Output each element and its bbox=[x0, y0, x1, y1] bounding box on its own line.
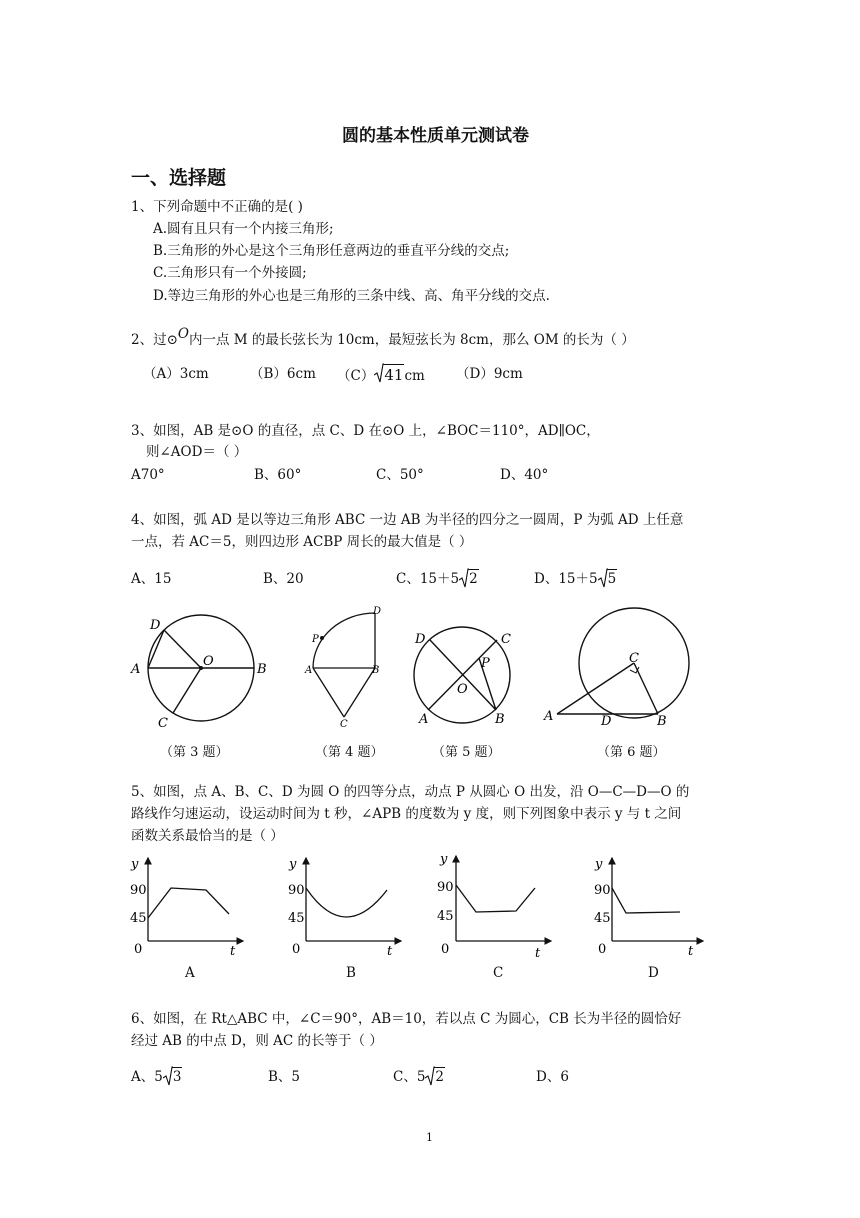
q4-option-a: A、15 bbox=[131, 571, 172, 587]
fig5-label-p: P bbox=[481, 656, 490, 671]
q2-o-symbol: O bbox=[177, 326, 189, 342]
graph-b-zero: 0 bbox=[292, 942, 301, 957]
graph-a-90: 90 bbox=[130, 883, 147, 898]
q4-option-d bbox=[534, 573, 617, 587]
figure-3-caption: （第 3 题） bbox=[160, 745, 229, 760]
fig4-label-p: P bbox=[312, 634, 319, 645]
q2-option-b: （B）6cm bbox=[250, 366, 316, 382]
sqrt-5: 5 bbox=[598, 573, 618, 587]
q6-stem2: 经过 AB 的中点 D，则 AC 的长等于（ ） bbox=[131, 1033, 383, 1049]
section-heading: 一、选择题 bbox=[131, 167, 227, 189]
radical-icon bbox=[374, 363, 384, 385]
graph-c-t-label: t bbox=[535, 946, 541, 961]
q1-option-b: B.三角形的外心是这个三角形任意两边的垂直平分线的交点; bbox=[153, 243, 510, 259]
fig3-label-b: B bbox=[257, 662, 267, 677]
graph-d-90: 90 bbox=[594, 883, 611, 898]
fig6-label-d: D bbox=[601, 714, 612, 729]
graph-b-90: 90 bbox=[288, 883, 305, 898]
graph-c-90: 90 bbox=[437, 880, 454, 895]
figure-4 bbox=[304, 606, 381, 730]
graph-d-45: 45 bbox=[594, 911, 611, 926]
q4-option-b: B、20 bbox=[263, 571, 304, 587]
sqrt-2: 2 bbox=[459, 573, 479, 587]
q2-stem-a: 2、过⊙ bbox=[131, 332, 178, 348]
graph-a-zero: 0 bbox=[134, 942, 143, 957]
graph-c-caption: C bbox=[493, 965, 504, 981]
radical-icon bbox=[598, 568, 608, 590]
sqrt-3: 3 bbox=[163, 1071, 183, 1085]
q2-stem bbox=[131, 326, 635, 348]
fig3-label-c: C bbox=[158, 716, 168, 731]
q4-stem: 4、如图，弧 AD 是以等边三角形 ABC 一边 AB 为半径的四分之一圆周，P 为弧 AD 上任意 bbox=[131, 512, 684, 528]
q6-option-c-prefix: C、5 bbox=[393, 1069, 426, 1085]
q2-option-a: （A）3cm bbox=[143, 366, 209, 382]
q3-option-b: B、60° bbox=[254, 467, 302, 483]
q6-option-b: B、5 bbox=[268, 1069, 301, 1085]
q2-option-c-unit: cm bbox=[404, 368, 425, 384]
fig4-label-d: D bbox=[373, 606, 382, 617]
q3-stem2: 则∠AOD＝（ ） bbox=[146, 444, 248, 460]
graph-c-zero: 0 bbox=[441, 942, 450, 957]
graph-d bbox=[594, 857, 703, 959]
q4-stem2: 一点，若 AC＝5，则四边形 ACBP 周长的最大值是（ ） bbox=[131, 534, 473, 550]
q1-option-c: C.三角形只有一个外接圆; bbox=[153, 265, 307, 281]
q3-option-a: A70° bbox=[131, 467, 165, 483]
fig5-label-o: O bbox=[457, 682, 468, 697]
graph-a-caption: A bbox=[185, 965, 195, 981]
graph-b bbox=[288, 857, 401, 959]
fig5-label-b: B bbox=[495, 712, 505, 727]
figure-3 bbox=[130, 615, 267, 731]
fig6-label-a: A bbox=[544, 709, 554, 724]
q3-option-d: D、40° bbox=[500, 467, 549, 483]
sqrt-2b: 2 bbox=[425, 1071, 445, 1085]
graph-c bbox=[437, 852, 551, 961]
fig6-label-c: C bbox=[629, 651, 639, 666]
q6-option-a-prefix: A、5 bbox=[131, 1069, 163, 1085]
q2-option-c bbox=[337, 368, 425, 384]
fig5-label-a: A bbox=[419, 712, 429, 727]
q5-stem: 5、如图，点 A、B、C、D 为圆 O 的四等分点，动点 P 从圆心 O 出发，沿 O—C—D—O 的 bbox=[131, 784, 690, 800]
graph-c-45: 45 bbox=[437, 909, 454, 924]
q2-stem-b: 内一点 M 的最长弦长为 10cm，最短弦长为 8cm，那么 OM 的长为（ ） bbox=[188, 332, 635, 348]
page-number: 1 bbox=[426, 1131, 433, 1144]
figures-row bbox=[120, 600, 740, 735]
graph-d-zero: 0 bbox=[598, 942, 607, 957]
radical-icon bbox=[163, 1066, 173, 1088]
radical-icon bbox=[459, 568, 469, 590]
radical-icon bbox=[425, 1066, 435, 1088]
fig3-label-a: A bbox=[131, 662, 141, 677]
q1-stem: 1、下列命题中不正确的是( ) bbox=[131, 199, 303, 215]
fig4-label-a: A bbox=[305, 665, 313, 676]
graph-d-t-label: t bbox=[688, 944, 694, 959]
fig4-label-c: C bbox=[340, 719, 348, 730]
graph-a-45: 45 bbox=[130, 911, 147, 926]
q6-option-a bbox=[131, 1071, 182, 1085]
fig6-label-b: B bbox=[657, 714, 667, 729]
graph-b-caption: B bbox=[346, 965, 356, 981]
q2-option-d: （D）9cm bbox=[456, 366, 523, 382]
graph-c-y-label: y bbox=[440, 852, 448, 867]
graph-a-t-label: t bbox=[230, 944, 236, 959]
q6-option-d: D、6 bbox=[536, 1069, 569, 1085]
fig4-label-b: B bbox=[372, 665, 380, 676]
fig5-label-c: C bbox=[501, 632, 511, 647]
q1-option-a: A.圆有且只有一个内接三角形; bbox=[153, 221, 334, 237]
graph-d-y-label: y bbox=[595, 857, 603, 872]
q4-option-c-prefix: C、15＋5 bbox=[396, 571, 460, 587]
q4-option-c bbox=[396, 573, 479, 587]
q2-option-c-prefix: （C） bbox=[337, 368, 375, 384]
figure-4-caption: （第 4 题） bbox=[315, 745, 384, 760]
fig5-label-d: D bbox=[415, 632, 426, 647]
graph-d-caption: D bbox=[648, 965, 659, 981]
q6-stem: 6、如图，在 Rt△ABC 中，∠C＝90°，AB＝10，若以点 C 为圆心，CB 长为半径的圆恰好 bbox=[131, 1011, 682, 1027]
q5-stem3: 函数关系最恰当的是（ ） bbox=[131, 828, 284, 844]
fig3-label-d: D bbox=[150, 618, 161, 633]
q3-stem: 3、如图，AB 是⊙O 的直径，点 C、D 在⊙O 上，∠BOC＝110°，AD∥OC， bbox=[131, 423, 600, 439]
figure-6-caption: （第 6 题） bbox=[597, 745, 666, 760]
graph-a bbox=[130, 857, 243, 959]
q3-option-c: C、50° bbox=[376, 467, 424, 483]
q1-option-d: D.等边三角形的外心也是三角形的三条中线、高、角平分线的交点. bbox=[153, 288, 550, 304]
q5-graphs bbox=[120, 850, 720, 965]
figure-5 bbox=[414, 627, 511, 727]
q5-stem2: 路线作匀速运动，设运动时间为 t 秒，∠APB 的度数为 y 度，则下列图象中表示 y 与 t 之间 bbox=[131, 806, 682, 822]
graph-b-t-label: t bbox=[387, 944, 393, 959]
graph-b-45: 45 bbox=[288, 911, 305, 926]
q6-option-c bbox=[393, 1071, 445, 1085]
page-title: 圆的基本性质单元测试卷 bbox=[342, 126, 529, 146]
q4-option-d-prefix: D、15＋5 bbox=[534, 571, 598, 587]
figure-6 bbox=[543, 608, 689, 729]
sqrt-41: 41 bbox=[374, 368, 404, 384]
graph-b-y-label: y bbox=[289, 857, 297, 872]
fig3-label-o: O bbox=[203, 654, 214, 669]
graph-a-y-label: y bbox=[131, 857, 139, 872]
figure-5-caption: （第 5 题） bbox=[432, 745, 501, 760]
